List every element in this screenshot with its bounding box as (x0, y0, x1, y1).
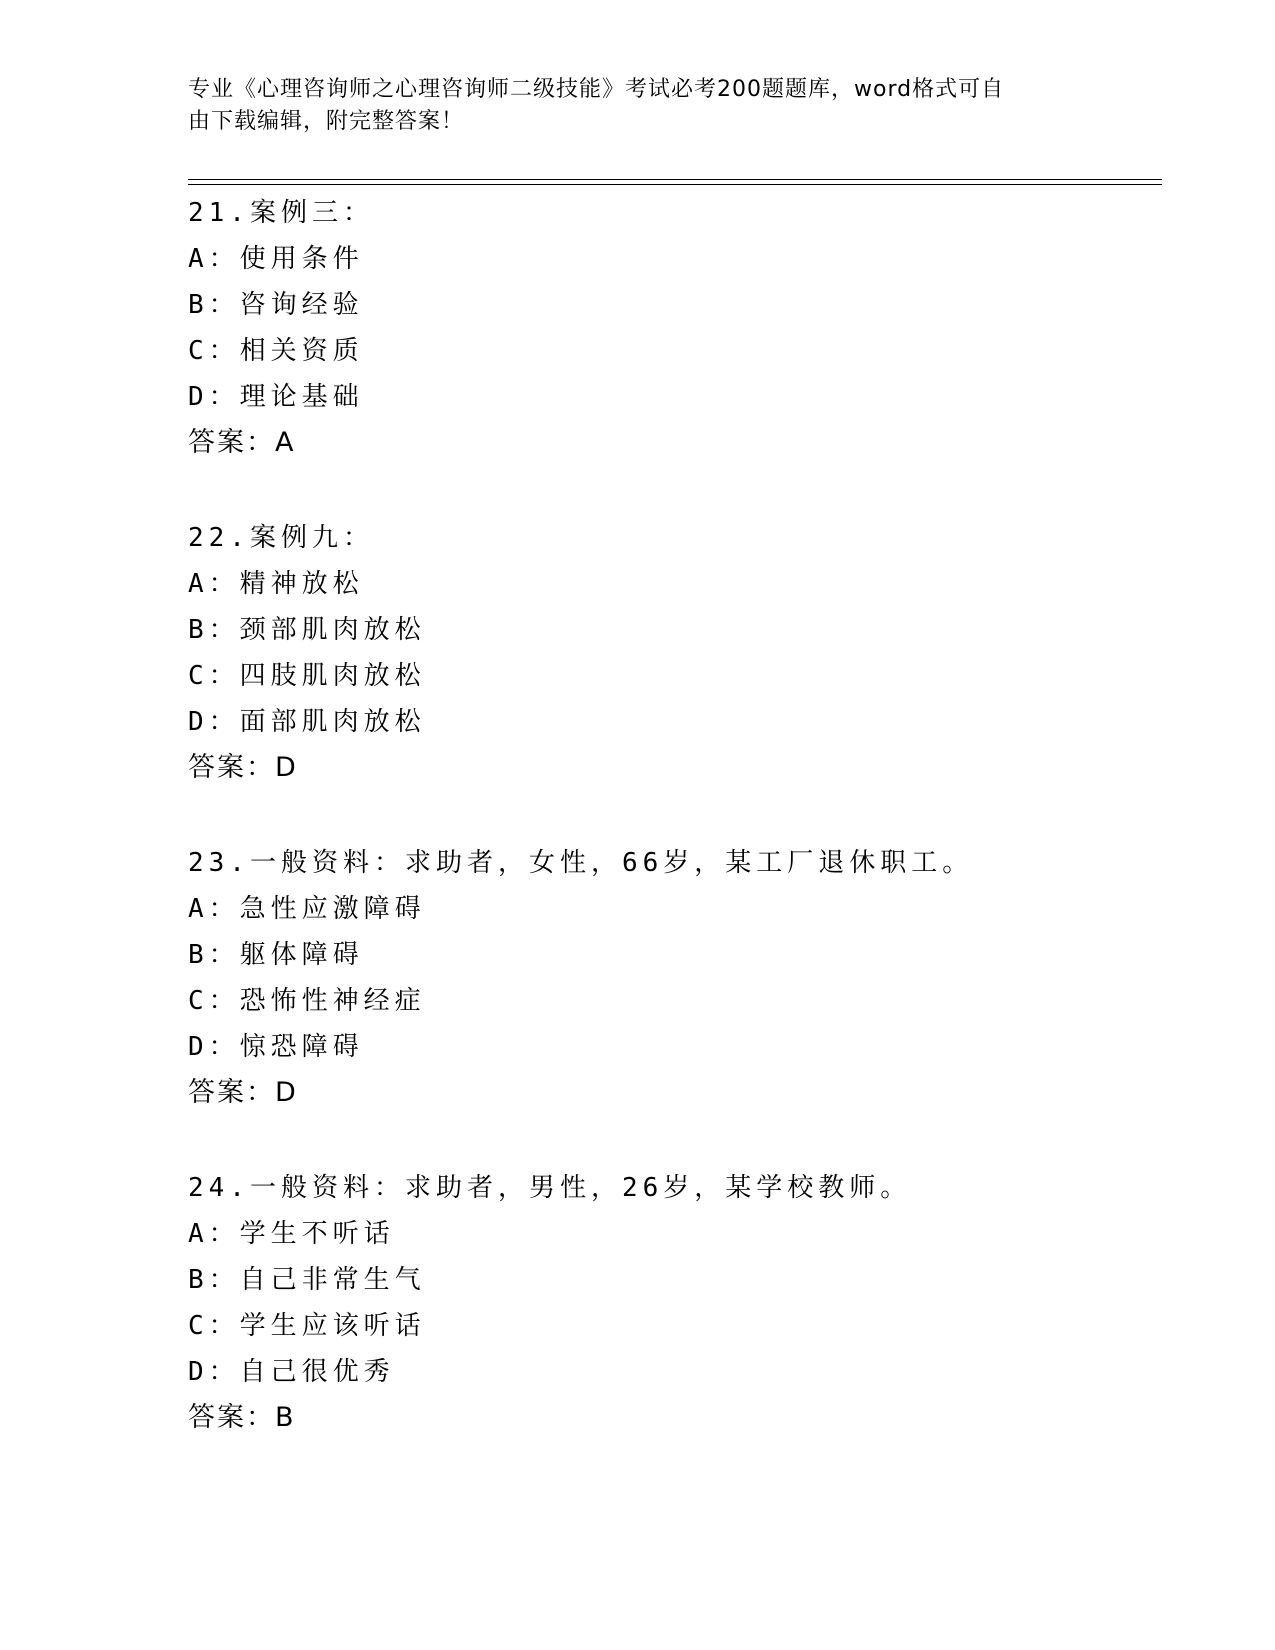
option-b: B：躯体障碍 (188, 940, 364, 970)
question-24 (188, 1165, 1162, 1441)
option-b: B：自己非常生气 (188, 1265, 426, 1295)
question-list (188, 190, 1162, 1490)
option-c: C：恐怖性神经症 (188, 986, 426, 1016)
document-header (188, 74, 1088, 138)
option-a: A：学生不听话 (188, 1219, 395, 1249)
header-line-1: 专业《心理咨询师之心理咨询师二级技能》考试必考200题题库，word格式可自 (188, 77, 1005, 102)
header-line-2: 由下载编辑，附完整答案！ (188, 109, 465, 134)
header-divider-top (188, 179, 1162, 180)
answer-line: 答案：A (188, 427, 296, 458)
question-stem: 23.一般资料：求助者，女性，66岁，某工厂退休职工。 (188, 848, 974, 878)
question-stem: 21.案例三： (188, 198, 374, 228)
option-c: C：四肢肌肉放松 (188, 661, 426, 691)
answer-line: 答案：D (188, 752, 298, 783)
option-d: D：惊恐障碍 (188, 1032, 364, 1062)
option-b: B：咨询经验 (188, 290, 364, 320)
answer-line: 答案：B (188, 1402, 296, 1433)
option-a: A：急性应激障碍 (188, 894, 426, 924)
option-a: A：使用条件 (188, 244, 364, 274)
option-c: C：学生应该听话 (188, 1311, 426, 1341)
header-divider-bottom (188, 184, 1162, 185)
question-stem: 22.案例九： (188, 523, 374, 553)
option-d: D：理论基础 (188, 382, 364, 412)
option-d: D：自己很优秀 (188, 1357, 395, 1387)
question-22 (188, 515, 1162, 791)
option-d: D：面部肌肉放松 (188, 707, 426, 737)
question-stem: 24.一般资料：求助者，男性，26岁，某学校教师。 (188, 1173, 912, 1203)
option-a: A：精神放松 (188, 569, 364, 599)
option-c: C：相关资质 (188, 336, 364, 366)
question-23 (188, 840, 1162, 1116)
answer-line: 答案：D (188, 1077, 298, 1108)
question-21 (188, 190, 1162, 466)
option-b: B：颈部肌肉放松 (188, 615, 426, 645)
